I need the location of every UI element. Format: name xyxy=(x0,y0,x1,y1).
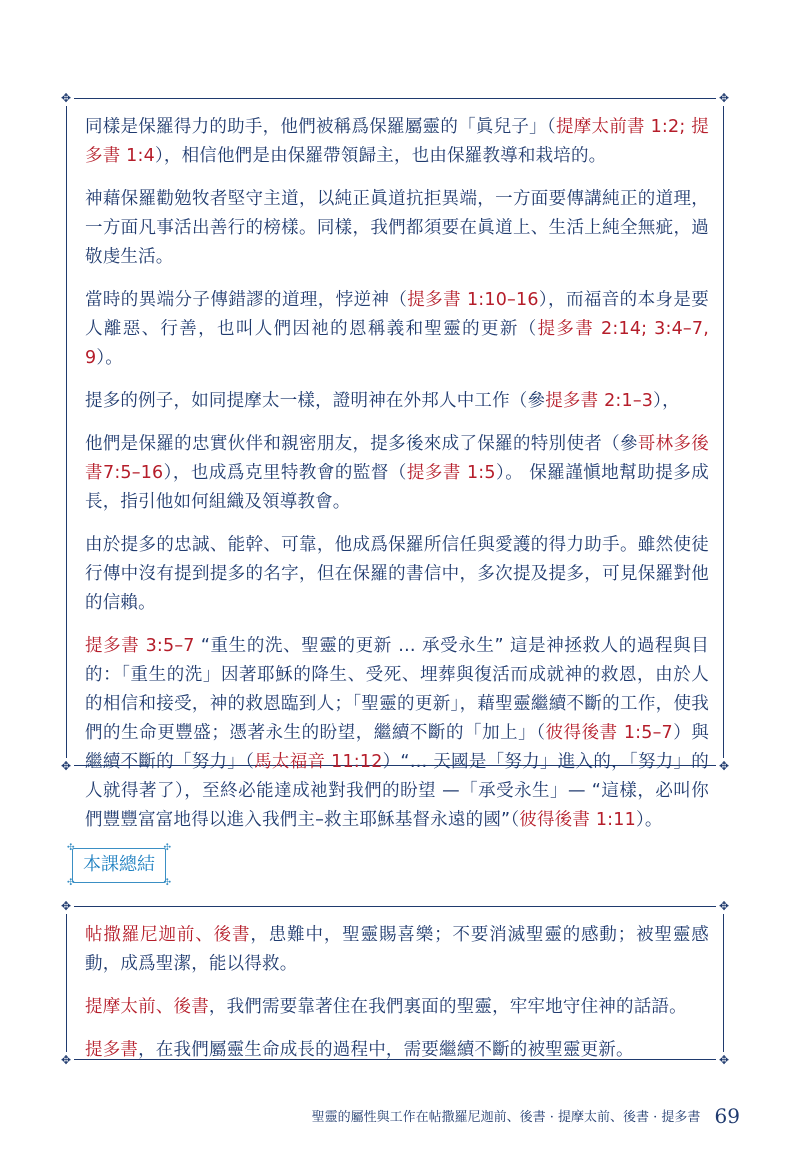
page-footer xyxy=(312,1105,740,1129)
section-heading-label: 本課總結 xyxy=(83,854,155,875)
heading-corner-icon: ✣ xyxy=(67,878,75,888)
paragraph-text: “重生的洗、聖靈的更新 … 承受永生” 這是神拯救人的過程與目的：「重生的洗」因著耶穌的降生、受死、埋葬與復活而成就神的救恩，由於人的相信和接受，神的救恩臨到人；「聖靈的更新」，藉聖靈繼續不斷的工作，使我們的生命更豐盛；憑著永生的盼望，繼續不斷的「加上」（ xyxy=(85,636,709,743)
paragraph-text: 提多的例子，如同提摩太一樣，證明神在外邦人中工作（參 xyxy=(85,391,546,411)
scripture-reference: 馬太福音 11:12 xyxy=(254,752,383,772)
paragraph-text: ，我們需要靠著住在我們裏面的聖靈，牢牢地守住神的話語。 xyxy=(208,997,687,1017)
corner-ornament-icon: ✥ xyxy=(58,1052,74,1068)
heading-corner-icon: ✣ xyxy=(163,878,171,888)
paragraph xyxy=(85,531,709,618)
scripture-reference: 提摩太前、後書 xyxy=(85,997,209,1017)
box1-paragraphs xyxy=(85,113,709,849)
scripture-reference: 提多書 1:5 xyxy=(406,463,496,483)
heading-corner-icon: ✣ xyxy=(163,843,171,853)
corner-ornament-icon: ✥ xyxy=(716,1052,732,1068)
scripture-reference: 提多書 2:14; 3:4–7, 9 xyxy=(85,319,709,368)
content-box-1 xyxy=(60,91,730,830)
scripture-reference: 彼得後書 1:5–7 xyxy=(545,723,673,743)
scripture-reference: 帖撒羅尼迦前、後書 xyxy=(85,925,251,945)
corner-ornament-icon: ✥ xyxy=(58,758,74,774)
paragraph xyxy=(85,1036,709,1065)
paragraph-text: ）“… 天國是「努力」進入的，「努力」的人就得著了），至終必能達成祂對我們的盼望 —「承受永生」— “這樣，必叫你們豐豐富富地得以進入我們主–救主耶穌基督永遠的國”（ xyxy=(85,752,709,830)
paragraph xyxy=(85,185,709,272)
paragraph xyxy=(85,286,709,373)
paragraph-text: ）與繼續不斷的「努力」（ xyxy=(85,723,709,772)
page-number: 69 xyxy=(714,1104,740,1128)
paragraph-text: ）。 xyxy=(635,810,663,830)
scripture-reference: 提多書 2:1–3 xyxy=(545,391,654,411)
scripture-reference: 提摩太前書 1:2; 提多書 1:4 xyxy=(85,117,709,166)
scripture-reference: 哥林多後書7:5–16 xyxy=(85,434,709,483)
paragraph xyxy=(85,993,709,1022)
scripture-reference: 提多書 3:5–7 xyxy=(85,636,195,656)
paragraph-text: ）。 xyxy=(96,348,123,368)
paragraph-text: ），也成爲克里特教會的監督（ xyxy=(163,463,407,483)
paragraph xyxy=(85,387,709,416)
paragraph xyxy=(85,921,709,979)
paragraph xyxy=(85,113,709,171)
heading-corner-icon: ✣ xyxy=(67,843,75,853)
running-title: 聖靈的屬性與工作在帖撒羅尼迦前、後書 · 提摩太前、後書 · 提多書 xyxy=(311,1110,701,1125)
box2-paragraphs xyxy=(85,921,709,1079)
paragraph-text: ，患難中，聖靈賜喜樂；不要消滅聖靈的感動；被聖靈感動，成爲聖潔，能以得救。 xyxy=(85,925,709,974)
paragraph xyxy=(85,632,709,835)
paragraph-text: ），相信他們是由保羅帶領歸主，也由保羅教導和栽培的。 xyxy=(154,146,607,166)
corner-ornament-icon: ✥ xyxy=(716,90,732,106)
paragraph-text: ，在我們屬靈生命成長的過程中，需要繼續不斷的被聖靈更新。 xyxy=(138,1040,634,1060)
scripture-reference: 彼得後書 1:11 xyxy=(519,810,636,830)
corner-ornament-icon: ✥ xyxy=(58,898,74,914)
scripture-reference: 提多書 xyxy=(85,1040,139,1060)
paragraph-text: 由於提多的忠誠、能幹、可靠，他成爲保羅所信任與愛護的得力助手。雖然使徒行傳中沒有提到提多的名字，但在保羅的書信中，多次提及提多，可見保羅對他的信賴。 xyxy=(85,535,709,613)
paragraph-text: 他們是保羅的忠實伙伴和親密朋友，提多後來成了保羅的特別使者（參 xyxy=(85,434,638,454)
paragraph-text: ）。 保羅謹愼地幫助提多成長，指引他如何組織及領導教會。 xyxy=(85,463,709,512)
scripture-reference: 提多書 1:10–16 xyxy=(407,290,539,310)
section-heading-summary xyxy=(67,843,171,888)
paragraph xyxy=(85,430,709,517)
content-box-2 xyxy=(60,899,730,1067)
paragraph-text: ），而福音的本身是要人離惡、行善，也叫人們因祂的恩稱義和聖靈的更新（ xyxy=(85,290,709,339)
paragraph-text: 神藉保羅勸勉牧者堅守主道，以純正眞道抗拒異端，一方面要傳講純正的道理，一方面凡事活出善行的榜樣。同樣，我們都須要在眞道上、生活上純全無疵，過敬虔生活。 xyxy=(85,189,709,267)
corner-ornament-icon: ✥ xyxy=(716,758,732,774)
corner-ornament-icon: ✥ xyxy=(58,90,74,106)
paragraph-text: ）， xyxy=(653,391,680,411)
corner-ornament-icon: ✥ xyxy=(716,898,732,914)
paragraph-text: 同樣是保羅得力的助手，他們被稱爲保羅屬靈的「眞兒子」（ xyxy=(85,117,556,137)
paragraph-text: 當時的異端分子傳錯謬的道理，悖逆神（ xyxy=(85,290,408,310)
